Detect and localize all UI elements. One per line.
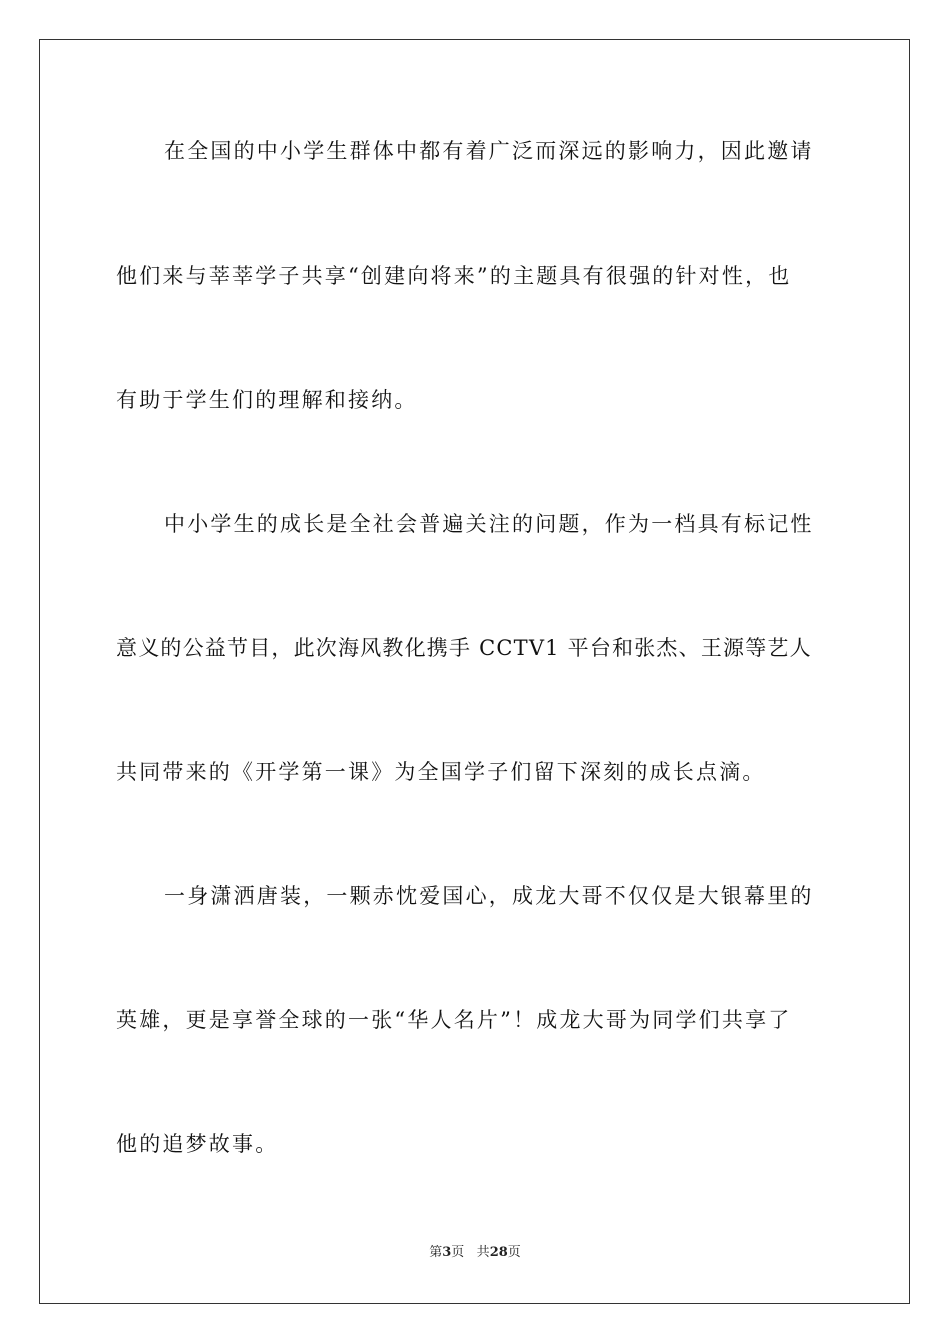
- footer-page-prefix: 第: [429, 1245, 443, 1260]
- footer-total-pages: 28: [489, 1245, 508, 1260]
- footer-page-suffix: 页: [451, 1245, 465, 1260]
- paragraph-1-line-2: 他们来与莘莘学子共享“创建向将来”的主题具有很强的针对性，也: [116, 264, 792, 288]
- paragraph-2-line-3: 共同带来的《开学第一课》为全国学子们留下深刻的成长点滴。: [116, 760, 766, 784]
- footer-total-suffix: 页: [507, 1245, 521, 1260]
- page-footer: [0, 1245, 950, 1261]
- paragraph-3-line-2: 英雄，更是享誉全球的一张“华人名片”！成龙大哥为同学们共享了: [116, 1008, 792, 1032]
- footer-total-prefix: 共: [476, 1245, 490, 1260]
- paragraph-1-line-1: 在全国的中小学生群体中都有着广泛而深远的影响力，因此邀请: [164, 139, 814, 163]
- paragraph-2-line-1: 中小学生的成长是全社会普遍关注的问题，作为一档具有标记性: [164, 512, 814, 536]
- paragraph-3-line-1: 一身潇洒唐装，一颗赤忱爱国心，成龙大哥不仅仅是大银幕里的: [164, 884, 814, 908]
- footer-page-number: 3: [442, 1245, 452, 1260]
- page-border: [39, 39, 910, 1304]
- paragraph-3-line-3: 他的追梦故事。: [116, 1132, 279, 1156]
- paragraph-1-line-3: 有助于学生们的理解和接纳。: [116, 388, 418, 412]
- paragraph-2-line-2: 意义的公益节目，此次海风教化携手 CCTV1 平台和张杰、王源等艺人: [116, 636, 812, 660]
